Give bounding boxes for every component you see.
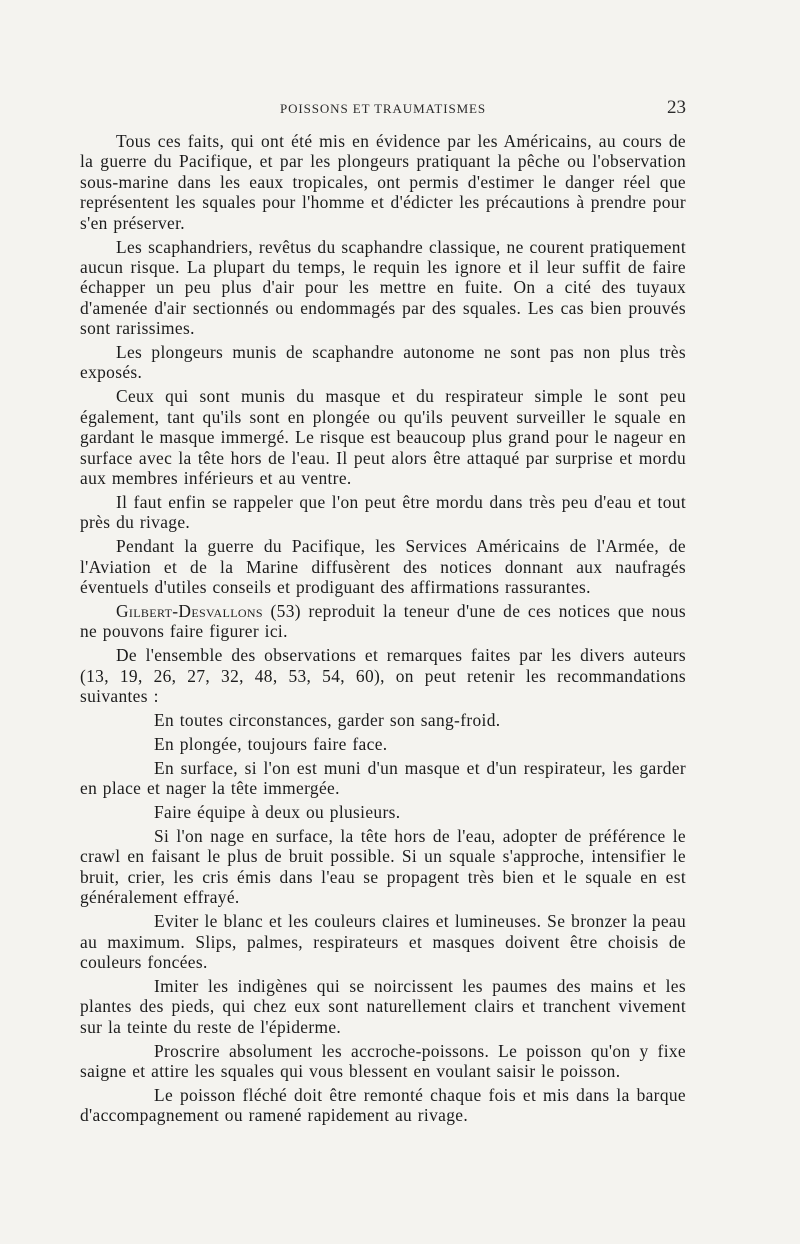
- recommendation-item: En plongée, toujours faire face.: [154, 733, 388, 754]
- paragraph: Les scaphandriers, revêtus du scaphandre classique, ne courent pratiquement aucun risque. La plupart du temps, le requin les ignore et il leur suffit de faire échapper un peu plus d'air pour les mettre en fuite. On a cité des tuyaux d'amenée d'air sectionnés ou endommagés par des squales. Les cas bien prouvés sont rarissimes.: [80, 236, 686, 339]
- recommendation-item: Imiter les indigènes qui se noircissent les paumes des mains et les plantes des pieds, qui chez eux sont naturellement clairs et tranchent vivement sur la teinte du reste de l'épiderme.: [80, 975, 686, 1037]
- recommendation-item: Le poisson fléché doit être remonté chaque fois et mis dans la barque d'accompagnement ou ramené rapidement au rivage.: [80, 1084, 686, 1126]
- body-text: [80, 131, 686, 1129]
- recommendations-intro: De l'ensemble des observations et remarques faites par les divers auteurs (13, 19, 26, 27, 32, 48, 53, 54, 60), on peut retenir les recommandations suivantes :: [80, 645, 686, 707]
- cited-author: Gilbert-Desvallons: [116, 600, 263, 621]
- citation-text: (53) reproduit la teneur d'une de ces notices que nous ne pouvons faire figurer ici.: [80, 600, 686, 642]
- paragraph: Il faut enfin se rappeler que l'on peut être mordu dans très peu d'eau et tout près du rivage.: [80, 491, 686, 533]
- recommendation-item: En surface, si l'on est muni d'un masque et d'un respirateur, les garder en place et nager la tête immergée.: [80, 757, 686, 799]
- recommendation-item: Faire équipe à deux ou plusieurs.: [154, 802, 401, 823]
- paragraph: Les plongeurs munis de scaphandre autonome ne sont pas non plus très exposés.: [80, 342, 686, 383]
- citation-paragraph: [80, 601, 686, 642]
- page-number: 23: [667, 97, 686, 118]
- running-title: POISSONS ET TRAUMATISMES: [279, 101, 487, 116]
- page-header: [80, 97, 686, 121]
- recommendation-item: En toutes circonstances, garder son sang-froid.: [154, 709, 501, 730]
- paragraph: Pendant la guerre du Pacifique, les Services Américains de l'Armée, de l'Aviation et de la Marine diffusèrent des notices donnant aux naufragés éventuels d'utiles conseils et prodiguant des affirmations rassurantes.: [80, 536, 686, 598]
- recommendation-item: Eviter le blanc et les couleurs claires et lumineuses. Se bronzer la peau au maximum. Slips, palmes, respirateurs et masques doivent être choisis de couleurs foncées.: [80, 911, 686, 972]
- paragraph: Tous ces faits, qui ont été mis en évidence par les Américains, au cours de la guerre du Pacifique, et par les plongeurs pratiquant la pêche ou l'observation sous-marine dans les eaux tropicales, ont permis d'estimer le danger réel que représentent les squales pour l'homme et d'édicter les précautions à prendre pour s'en préserver.: [80, 131, 686, 233]
- recommendation-item: Proscrire absolument les accroche-poissons. Le poisson qu'on y fixe saigne et attire les squales qui vous blessent en voulant saisir le poisson.: [80, 1040, 686, 1081]
- recommendation-item: Si l'on nage en surface, la tête hors de l'eau, adopter de préférence le crawl en faisant le plus de bruit possible. Si un squale s'approche, intensifier le bruit, crier, les cris émis dans l'eau se propagent très bien et le squale en est généralement effrayé.: [80, 826, 686, 908]
- paragraph: Ceux qui sont munis du masque et du respirateur simple le sont peu également, tant qu'ils sont en plongée ou qu'ils peuvent surveiller le squale en gardant le masque immergé. Le risque est beaucoup plus grand pour le nageur en surface avec la tête hors de l'eau. Il peut alors être attaqué par surprise et mordu aux membres inférieurs et au ventre.: [80, 386, 686, 488]
